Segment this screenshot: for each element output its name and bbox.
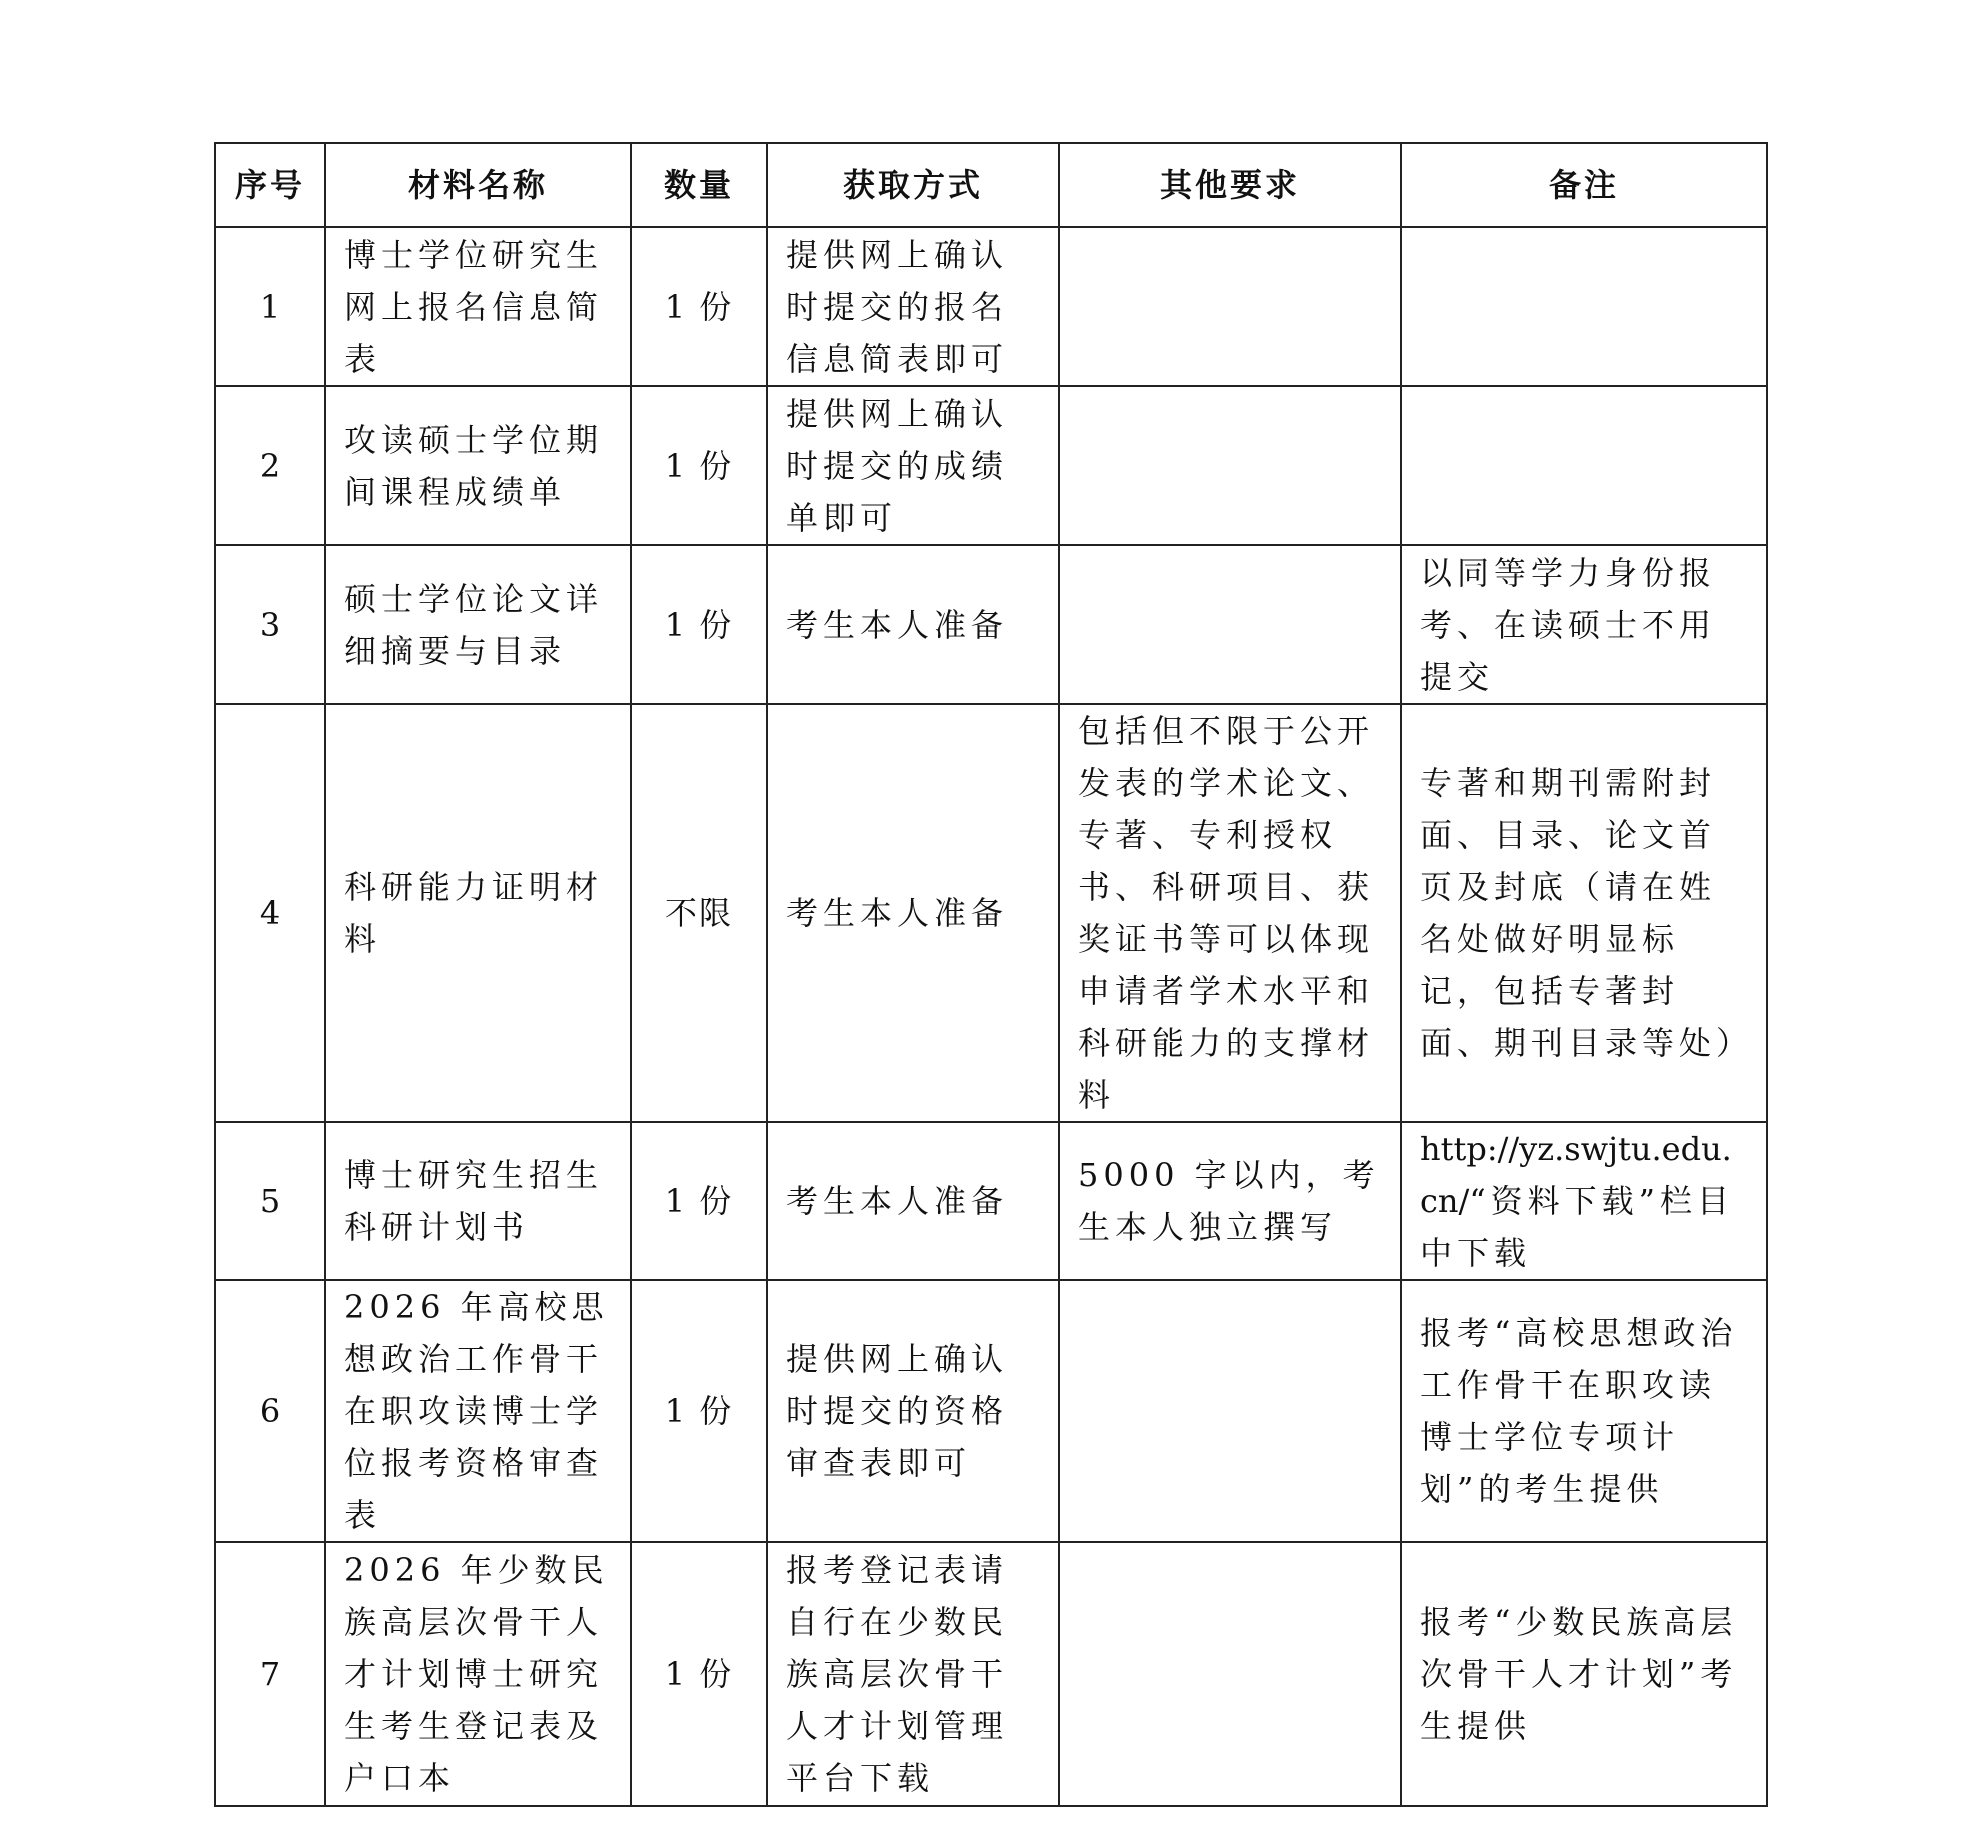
row-notes (1401, 227, 1767, 386)
row-method: 提供网上确认时提交的资格审查表即可 (767, 1280, 1059, 1542)
table-header-row (215, 143, 1767, 227)
row-requirements (1059, 227, 1401, 386)
row-material-name: 博士研究生招生科研计划书 (325, 1122, 631, 1280)
row-notes: 报考“高校思想政治工作骨干在职攻读博士学位专项计划”的考生提供 (1401, 1280, 1767, 1542)
row-seq: 6 (215, 1280, 325, 1542)
row-seq: 7 (215, 1542, 325, 1806)
row-quantity: 1 份 (631, 1122, 767, 1280)
row-requirements (1059, 386, 1401, 545)
row-requirements: 包括但不限于公开发表的学术论文、专著、专利授权书、科研项目、获奖证书等可以体现申请者学术水平和科研能力的支撑材料 (1059, 704, 1401, 1122)
table-row (215, 1122, 1767, 1280)
row-seq: 5 (215, 1122, 325, 1280)
row-seq: 3 (215, 545, 325, 704)
header-material-name: 材料名称 (325, 143, 631, 227)
table-row (215, 704, 1767, 1122)
table-row (215, 386, 1767, 545)
row-quantity: 不限 (631, 704, 767, 1122)
row-material-name: 2026 年少数民族高层次骨干人才计划博士研究生考生登记表及户口本 (325, 1542, 631, 1806)
header-quantity: 数量 (631, 143, 767, 227)
row-quantity: 1 份 (631, 1542, 767, 1806)
table-row (215, 227, 1767, 386)
row-notes: 以同等学力身份报考、在读硕士不用提交 (1401, 545, 1767, 704)
row-notes (1401, 386, 1767, 545)
row-material-name: 攻读硕士学位期间课程成绩单 (325, 386, 631, 545)
row-notes: 报考“少数民族高层次骨干人才计划”考生提供 (1401, 1542, 1767, 1806)
table-row (215, 1280, 1767, 1542)
header-requirements: 其他要求 (1059, 143, 1401, 227)
row-requirements (1059, 1542, 1401, 1806)
table-row (215, 1542, 1767, 1806)
header-seq: 序号 (215, 143, 325, 227)
row-requirements (1059, 1280, 1401, 1542)
row-material-name: 硕士学位论文详细摘要与目录 (325, 545, 631, 704)
row-quantity: 1 份 (631, 386, 767, 545)
row-requirements (1059, 545, 1401, 704)
row-method: 考生本人准备 (767, 1122, 1059, 1280)
materials-table (214, 142, 1768, 1807)
row-material-name: 博士学位研究生网上报名信息简表 (325, 227, 631, 386)
row-method: 考生本人准备 (767, 704, 1059, 1122)
row-notes: 专著和期刊需附封面、目录、论文首页及封底（请在姓名处做好明显标记，包括专著封面、期刊目录等处） (1401, 704, 1767, 1122)
row-seq: 2 (215, 386, 325, 545)
header-method: 获取方式 (767, 143, 1059, 227)
row-requirements: 5000 字以内，考生本人独立撰写 (1059, 1122, 1401, 1280)
row-seq: 4 (215, 704, 325, 1122)
table-row (215, 545, 1767, 704)
row-method: 提供网上确认时提交的报名信息简表即可 (767, 227, 1059, 386)
header-notes: 备注 (1401, 143, 1767, 227)
row-seq: 1 (215, 227, 325, 386)
row-notes (1401, 1122, 1767, 1280)
row-quantity: 1 份 (631, 545, 767, 704)
row-notes-text: “资料下载”栏目中下载 (1420, 1182, 1735, 1272)
row-quantity: 1 份 (631, 1280, 767, 1542)
row-material-name: 2026 年高校思想政治工作骨干在职攻读博士学位报考资格审查表 (325, 1280, 631, 1542)
row-quantity: 1 份 (631, 227, 767, 386)
download-url-link[interactable]: http://yz.swjtu.edu.cn/ (1420, 1130, 1732, 1220)
row-material-name: 科研能力证明材料 (325, 704, 631, 1122)
row-method: 报考登记表请自行在少数民族高层次骨干人才计划管理平台下载 (767, 1542, 1059, 1806)
row-method: 考生本人准备 (767, 545, 1059, 704)
row-method: 提供网上确认时提交的成绩单即可 (767, 386, 1059, 545)
